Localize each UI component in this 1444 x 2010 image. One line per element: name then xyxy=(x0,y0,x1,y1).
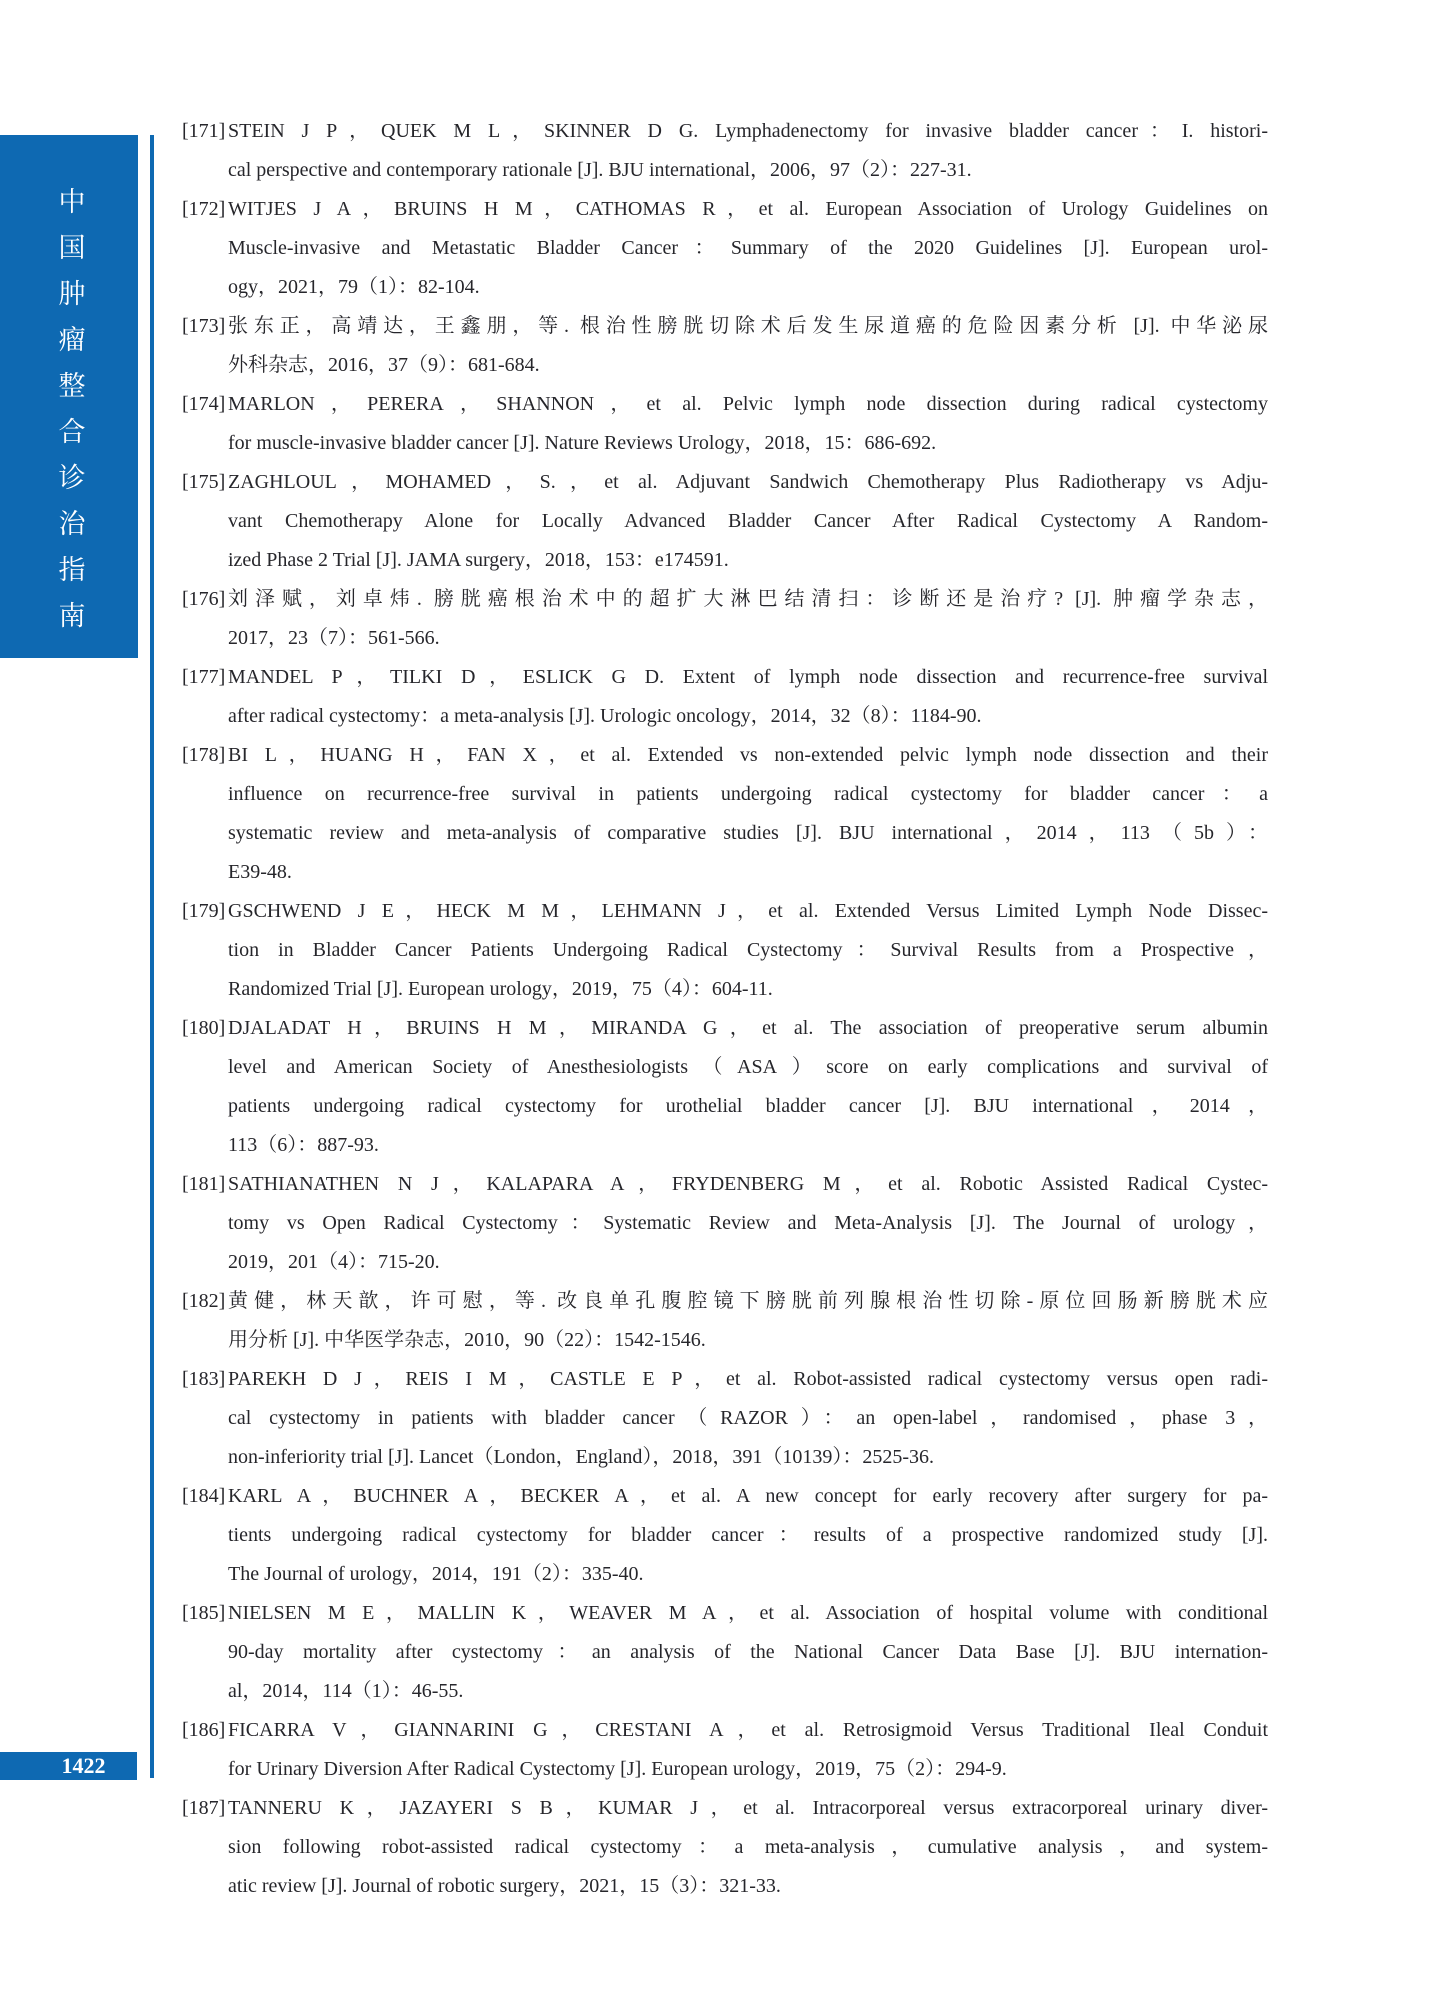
reference-line: sion following robot-assisted radical cystectomy：a meta-analysis，cumulative analysis，and system- xyxy=(228,1836,1268,1858)
reference-item xyxy=(182,736,1268,892)
reference-line: MANDEL P，TILKI D，ESLICK G D. Extent of lymph node dissection and recurrence-free survival xyxy=(228,666,1268,688)
reference-line: ZAGHLOUL，MOHAMED，S.，et al. Adjuvant Sandwich Chemotherapy Plus Radiotherapy vs Adju- xyxy=(228,471,1268,493)
reference-line: GSCHWEND J E，HECK M M，LEHMANN J，et al. Extended Versus Limited Lymph Node Dissec- xyxy=(228,900,1268,922)
reference-line: for Urinary Diversion After Radical Cystectomy [J]. European urology，2019，75（2）：294-9. xyxy=(228,1758,1007,1780)
reference-line: TANNERU K，JAZAYERI S B，KUMAR J，et al. Intracorporeal versus extracorporeal urinary diver- xyxy=(228,1797,1268,1819)
reference-line: 外科杂志，2016，37（9）：681-684. xyxy=(228,354,540,376)
reference-line: tion in Bladder Cancer Patients Undergoing Radical Cystectomy：Survival Results from a Prospective， xyxy=(228,939,1268,961)
reference-number: [173] xyxy=(182,315,226,337)
reference-line: SATHIANATHEN N J，KALAPARA A，FRYDENBERG M，et al. Robotic Assisted Radical Cystec- xyxy=(228,1173,1268,1195)
reference-line: 张东正，高靖达，王鑫朋，等. 根治性膀胱切除术后发生尿道癌的危险因素分析 [J]. 中华泌尿 xyxy=(228,315,1268,337)
reference-line: NIELSEN M E，MALLIN K，WEAVER M A，et al. Association of hospital volume with conditional xyxy=(228,1602,1268,1624)
reference-line: 用分析 [J]. 中华医学杂志，2010，90（22）：1542-1546. xyxy=(228,1329,706,1351)
reference-line: BI L，HUANG H，FAN X，et al. Extended vs non-extended pelvic lymph node dissection and their xyxy=(228,744,1268,766)
page-number-badge xyxy=(0,1752,137,1780)
reference-line: vant Chemotherapy Alone for Locally Advanced Bladder Cancer After Radical Cystectomy A Random- xyxy=(228,510,1268,532)
references-list xyxy=(182,112,1268,1906)
reference-number: [171] xyxy=(182,120,226,142)
reference-item xyxy=(182,1711,1268,1789)
reference-number: [182] xyxy=(182,1290,226,1312)
reference-line: 2019，201（4）：715-20. xyxy=(228,1251,440,1273)
reference-line: for muscle-invasive bladder cancer [J]. Nature Reviews Urology，2018，15：686-692. xyxy=(228,432,937,454)
reference-line: 90-day mortality after cystectomy：an analysis of the National Cancer Data Base [J]. BJU internation- xyxy=(228,1641,1268,1663)
reference-item xyxy=(182,1789,1268,1906)
reference-line: ized Phase 2 Trial [J]. JAMA surgery，2018，153：e174591. xyxy=(228,549,729,571)
reference-line: level and American Society of Anesthesiologists（ASA）score on early complications and survival of xyxy=(228,1056,1268,1078)
reference-line: The Journal of urology，2014，191（2）：335-40. xyxy=(228,1563,644,1585)
reference-line: FICARRA V，GIANNARINI G，CRESTANI A，et al. Retrosigmoid Versus Traditional Ileal Conduit xyxy=(228,1719,1268,1741)
reference-line: patients undergoing radical cystectomy for urothelial bladder cancer [J]. BJU international，2014， xyxy=(228,1095,1268,1117)
reference-number: [176] xyxy=(182,588,226,610)
reference-line: 刘泽赋，刘卓炜. 膀胱癌根治术中的超扩大淋巴结清扫：诊断还是治疗? [J]. 肿瘤学杂志， xyxy=(228,588,1268,610)
reference-item xyxy=(182,1360,1268,1477)
reference-number: [185] xyxy=(182,1602,226,1624)
reference-line: cal cystectomy in patients with bladder cancer（RAZOR）：an open-label，randomised，phase 3， xyxy=(228,1407,1268,1429)
reference-line: PAREKH D J，REIS I M，CASTLE E P，et al. Robot-assisted radical cystectomy versus open radi- xyxy=(228,1368,1268,1390)
reference-line: Muscle-invasive and Metastatic Bladder Cancer：Summary of the 2020 Guidelines [J]. European urol- xyxy=(228,237,1268,259)
reference-line: after radical cystectomy：a meta-analysis [J]. Urologic oncology，2014，32（8）：1184-90. xyxy=(228,705,982,727)
vertical-divider xyxy=(150,135,154,1778)
reference-item xyxy=(182,658,1268,736)
reference-line: non-inferiority trial [J]. Lancet（London，England），2018，391（10139）：2525-36. xyxy=(228,1446,934,1468)
reference-number: [172] xyxy=(182,198,226,220)
reference-number: [183] xyxy=(182,1368,226,1390)
reference-item xyxy=(182,307,1268,385)
reference-line: DJALADAT H，BRUINS H M，MIRANDA G，et al. The association of preoperative serum albumin xyxy=(228,1017,1268,1039)
sidebar-spine-title: 中国肿瘤整合诊治指南 xyxy=(54,187,85,647)
reference-line: WITJES J A，BRUINS H M，CATHOMAS R，et al. European Association of Urology Guidelines on xyxy=(228,198,1268,220)
reference-number: [175] xyxy=(182,471,226,493)
reference-item xyxy=(182,580,1268,658)
reference-item xyxy=(182,463,1268,580)
reference-item xyxy=(182,1165,1268,1282)
reference-number: [184] xyxy=(182,1485,226,1507)
reference-line: E39-48. xyxy=(228,861,292,883)
reference-line: tients undergoing radical cystectomy for bladder cancer：results of a prospective randomized study [J]. xyxy=(228,1524,1268,1546)
reference-item xyxy=(182,1477,1268,1594)
reference-line: 2017，23（7）：561-566. xyxy=(228,627,440,649)
sidebar-spine xyxy=(0,135,138,658)
reference-number: [180] xyxy=(182,1017,226,1039)
reference-number: [177] xyxy=(182,666,226,688)
reference-line: systematic review and meta-analysis of comparative studies [J]. BJU international，2014，113（5b）： xyxy=(228,822,1268,844)
reference-line: 黄健，林天歆，许可慰，等. 改良单孔腹腔镜下膀胱前列腺根治性切除-原位回肠新膀胱术应 xyxy=(228,1290,1268,1312)
reference-line: MARLON，PERERA，SHANNON，et al. Pelvic lymph node dissection during radical cystectomy xyxy=(228,393,1268,415)
page-number: 1422 xyxy=(61,1753,106,1778)
reference-number: [181] xyxy=(182,1173,226,1195)
reference-item xyxy=(182,385,1268,463)
reference-line: tomy vs Open Radical Cystectomy：Systematic Review and Meta-Analysis [J]. The Journal of urology， xyxy=(228,1212,1268,1234)
reference-item xyxy=(182,1009,1268,1165)
reference-number: [187] xyxy=(182,1797,226,1819)
reference-item xyxy=(182,112,1268,190)
reference-item xyxy=(182,892,1268,1009)
reference-line: Randomized Trial [J]. European urology，2019，75（4）：604-11. xyxy=(228,978,773,1000)
reference-number: [178] xyxy=(182,744,226,766)
reference-number: [179] xyxy=(182,900,226,922)
reference-line: cal perspective and contemporary rationale [J]. BJU international，2006，97（2）：227-31. xyxy=(228,159,972,181)
reference-line: 113（6）：887-93. xyxy=(228,1134,379,1156)
reference-item xyxy=(182,190,1268,307)
reference-line: influence on recurrence-free survival in patients undergoing radical cystectomy for bladder cancer：a xyxy=(228,783,1268,805)
reference-line: KARL A，BUCHNER A，BECKER A，et al. A new concept for early recovery after surgery for pa- xyxy=(228,1485,1268,1507)
reference-line: STEIN J P，QUEK M L，SKINNER D G. Lymphadenectomy for invasive bladder cancer：I. histori- xyxy=(228,120,1268,142)
reference-line: atic review [J]. Journal of robotic surgery，2021，15（3）：321-33. xyxy=(228,1875,781,1897)
reference-number: [186] xyxy=(182,1719,226,1741)
reference-line: ogy，2021，79（1）：82-104. xyxy=(228,276,480,298)
reference-item xyxy=(182,1594,1268,1711)
reference-number: [174] xyxy=(182,393,226,415)
reference-line: al，2014，114（1）：46-55. xyxy=(228,1680,464,1702)
reference-item xyxy=(182,1282,1268,1360)
